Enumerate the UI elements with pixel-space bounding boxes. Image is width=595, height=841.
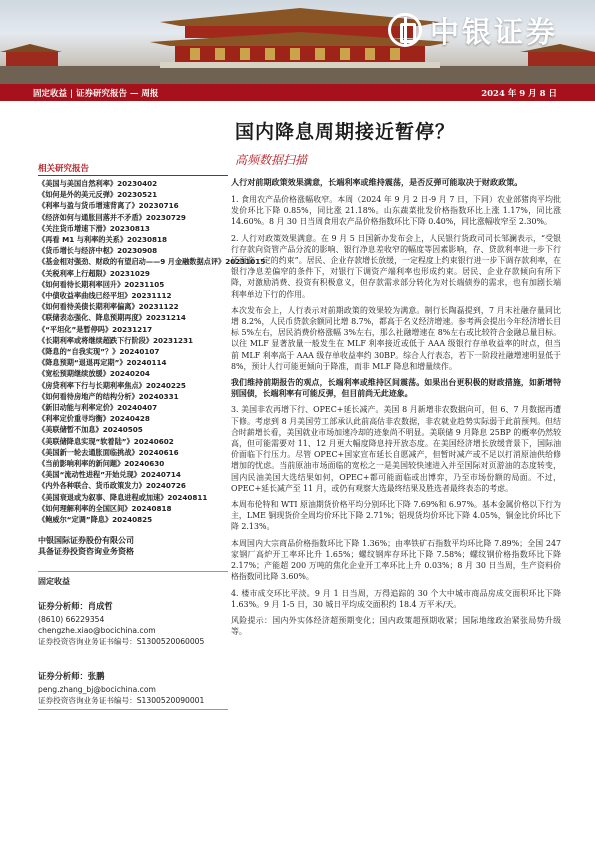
division-label: 固定收益 xyxy=(38,571,228,587)
related-report-item[interactable]: 《经济如何与通胀回落并不矛盾》20230729 xyxy=(38,212,186,222)
analyst-card xyxy=(38,671,228,710)
related-reports-list xyxy=(38,178,266,525)
related-report-item[interactable]: 《利率定价重寻均衡》20240428 xyxy=(38,414,150,424)
related-report-item[interactable]: 《美国衰退或为叙事、降息进程或加速》20240811 xyxy=(38,492,208,502)
org-qualification: 具备证券投资咨询业务资格 xyxy=(38,547,134,557)
report-body xyxy=(231,176,561,642)
brand-name: 中银证券 xyxy=(430,14,559,49)
section-food-prices: 1. 食用农产品价格涨幅收窄。本周（2024 年 9 月 2 日-9 月 7 日，下同）农业部猪肉平均批发价环比下降 0.85%，同比涨 21.18%。山东蔬菜批发价格指数环比上涨 1.17%，同比涨 14.60%。8 月 30 日当周食用农产品价格指数环比下降 0.40%，同比涨幅收窄至 2.30%。 xyxy=(231,195,561,227)
divider xyxy=(38,709,228,710)
section-us-opec: 3. 美国非农再增下行、OPEC+延长减产。美国 8 月新增非农数据向可，但 6、7 月数据再遭下修。考虑到 8 月美国劳工部承认此前高估非农数据，非农就业趋势实际弱于此前预判。但结合时薪增长看，美国就业市场加速冷却的迹象尚不明显。美联储 9 月降息 25BP 的概率仍然较高，但可能需要对 11、12 月更大幅度降息持开放态度。在美国经济增长放缓背景下，国际油价面临下行压力。尽管 OPEC+国家宣布延长自愿减产，但暂时减产或不足以打消原油供给修增加的忧虑。当前原油市场面临的宽松之一是美国较快速进入并至国际对页游油的态度转变，国内民油美国大选结果如何，OPEC+都可能面临或出博弈，乃至市场份额的局面。不过，OPEC+延长减产至 11 月，或仍有观察大选最终结果及胜选者最终表态的考虑。 xyxy=(231,405,561,493)
related-report-item[interactable]: 《当前影响利率的新问题》20240630 xyxy=(38,459,165,469)
analyst-phone: (8610) 66229354 xyxy=(38,615,105,625)
related-report-item[interactable]: 《联储表态强化、降息预期再度》20231214 xyxy=(38,313,186,323)
analyst-name: 证券分析师：张鹏 xyxy=(38,671,105,682)
analyst-name: 证券分析师：肖成哲 xyxy=(38,601,113,612)
related-report-item[interactable]: 《美国“流动性进程”开始兑现》20240714 xyxy=(38,470,181,480)
report-title: 国内降息周期接近暂停？ xyxy=(235,121,456,143)
related-report-item[interactable]: 《货币增长与经济中枢》20230908 xyxy=(38,246,158,256)
section-domestic-commodities: 本周国内大宗商品价格指数环比下降 1.36%；由率铁矿石指数平均环比降 7.89%；全国 247 家钢厂高炉开工率环比升 1.65%；螺纹钢库存环比下降 7.58%；螺纹钢价格指数环比下降 2.17%；产能超 200 万吨的焦化企业开工率环比上升 0.03%；8 月 30 日当周，生产资料价格指数同比降 3.60%。 xyxy=(231,538,561,582)
section-view: 我们维持前期报告的观点，长端利率或维持区间震荡。如果出台更积极的财政措施，如新增特别国债，长端利率有可能反弹，但目前尚无此迹象。 xyxy=(231,378,561,399)
related-report-item[interactable]: 《如何看待房地产的结构分析》20240331 xyxy=(38,391,179,401)
related-report-item[interactable]: 《新旧动能与利率定价》20240407 xyxy=(38,403,158,413)
related-report-item[interactable]: 《美联储暂不加息》20240505 xyxy=(38,425,143,435)
related-report-item[interactable]: 《再看 M1 与利率的关系》20230818 xyxy=(38,235,168,245)
related-report-item[interactable]: 《宽松预期继续放缓》20240204 xyxy=(38,369,150,379)
related-report-item[interactable]: 《房贷利率下行与长期利率焦点》20240225 xyxy=(38,380,186,390)
related-report-item[interactable]: 《“平坦化”是暂停吗》20231217 xyxy=(38,324,153,334)
section-pboc-policy: 2. 人行对政策效果满意。在 9 月 5 日国新办发布会上，人民银行货政司司长邹澜表示，“受银行存款向资管产品分流的影响、银行净息差收窄的幅度等因素影响，存、贷款利率进一步下行还面临一定的约束”。居民、企业存款增长放缓，一定程度上约束银行进一步下调存款利率，在银行净息差偏窄的条件下，对银行下调资产端利率也形成约束。居民、企业存款倾向有所下降，对激励消费、投资有积极意义，但存款需求部分转化为对长端债券的需求，也有加剧长端利率单边下行的作用。 xyxy=(231,233,561,299)
related-report-item[interactable]: 《内外各种联合、货币政策发力》20240726 xyxy=(38,481,186,491)
report-meta-bar xyxy=(0,84,595,101)
risk-warning: 风险提示：国内外实体经济超预期变化；国内政策超预期收紧；国际地缘政治紧张局势升级等。 xyxy=(231,615,561,637)
lead-summary: 人行对前期政策效果满意，长端利率或维持震荡，是否反弹可能取决于财政政策。 xyxy=(231,177,523,187)
section-commodities: 本周布伦特和 WTI 原油期货价格平均分别环比下降 7.69%和 6.97%。基本金属价格以下行为主，LME 铜现货价全周均价环比下降 2.71%；铝现货均价环比下降 4.05%，铜金比价环比下降 2.13%。 xyxy=(231,500,561,532)
organization-block xyxy=(38,535,228,557)
section-property: 4. 楼市成交环比平淡。9 月 1 日当周，万得追踪的 30 个大中城市商品房成交面积环比下降 1.63%。9 月 1-5 日，30 城日平均成交面积约 18.4 万平米/天。 xyxy=(231,588,561,609)
bank-logo-icon xyxy=(388,13,422,47)
related-report-item[interactable]: 《美联储降息实现“软着陆”》20240602 xyxy=(38,436,174,446)
related-report-item[interactable]: 《关税利率上行超限》20231029 xyxy=(38,268,150,278)
report-category: 固定收益 | 证券研究报告 — 周报 xyxy=(33,88,159,99)
report-date: 2024 年 9 月 8 日 xyxy=(481,88,557,99)
analyst-license: 证券投资咨询业务证书编号：S1300520060005 xyxy=(38,637,205,647)
related-report-item[interactable]: 《美国新一轮去通胀面临挑战》20240616 xyxy=(38,447,179,457)
related-report-item[interactable]: 《中债收益率曲线已经平坦》20231112 xyxy=(38,291,172,301)
sidebar xyxy=(38,162,266,710)
analyst-email[interactable]: peng.zhang_bj@bocichina.com xyxy=(38,685,156,695)
related-report-item[interactable]: 《关注货币增速下滑》20230813 xyxy=(38,223,150,233)
related-report-item[interactable]: 《如何看待美债长期利率偏离》20231122 xyxy=(38,302,179,312)
related-report-item[interactable]: 《利率与盈与货币增速背离了》20230716 xyxy=(38,201,179,211)
related-reports-heading: 相关研究报告 xyxy=(38,162,228,176)
related-report-item[interactable]: 《如何看待长期利率回升》20231105 xyxy=(38,279,165,289)
analyst-email[interactable]: chengzhe.xiao@bocichina.com xyxy=(38,626,156,636)
related-report-item[interactable]: 《降息的“自我实现”？》20240107 xyxy=(38,347,160,357)
related-report-item[interactable]: 《长期利率或将继续超跌下行阶段》20231231 xyxy=(38,335,194,345)
header-banner xyxy=(0,0,595,84)
report-subtitle: 高频数据扫描 xyxy=(235,153,308,167)
org-name: 中银国际证券股份有限公司 xyxy=(38,536,134,546)
related-report-item[interactable]: 《如何理解利率的全国区间》20240818 xyxy=(38,503,172,513)
related-report-item[interactable]: 《美国与美国自然利率》20230402 xyxy=(38,179,158,188)
brand-logo xyxy=(388,12,558,48)
analyst-license: 证券投资咨询业务证书编号：S1300520090001 xyxy=(38,696,205,706)
section-pboc-outlook: 本次发布会上，人行表示对前期政策的效果较为满意。制行长陶磊提到，7 月末社融存量同比增 8.2%，人民币贷款余额同比增 8.7%，都高于名义经济增速。参考两会提出今年经济增长目标 5%左右，居民消费价格涨幅 3%左右，那么社融增速在 8%左右或比较符合金融总量目标。以往 MLF 显著放量一般发生在 MLF 利率接近或低于 AAA 级银行存单收益率的时点，但当前 MLF 利率高于 AAA 级存单收益率约 30BP。综合人行表态，若下一阶段社融增速明显低于 8%，预计人行可能更倾向于降准，而非 MLF 降息和增量续作。 xyxy=(231,305,561,371)
related-report-item[interactable]: 《鲍威尔“定调”降息》20240825 xyxy=(38,515,153,525)
analyst-card xyxy=(38,601,228,647)
related-report-item[interactable]: 《基金相对强劲、财政的有望启动——9 月金融数据点评》20231015 xyxy=(38,257,266,267)
related-report-item[interactable]: 《如何是外的美元反弹》20230521 xyxy=(38,190,158,200)
related-report-item[interactable]: 《降息预期“退退再定期”》20240114 xyxy=(38,358,167,368)
